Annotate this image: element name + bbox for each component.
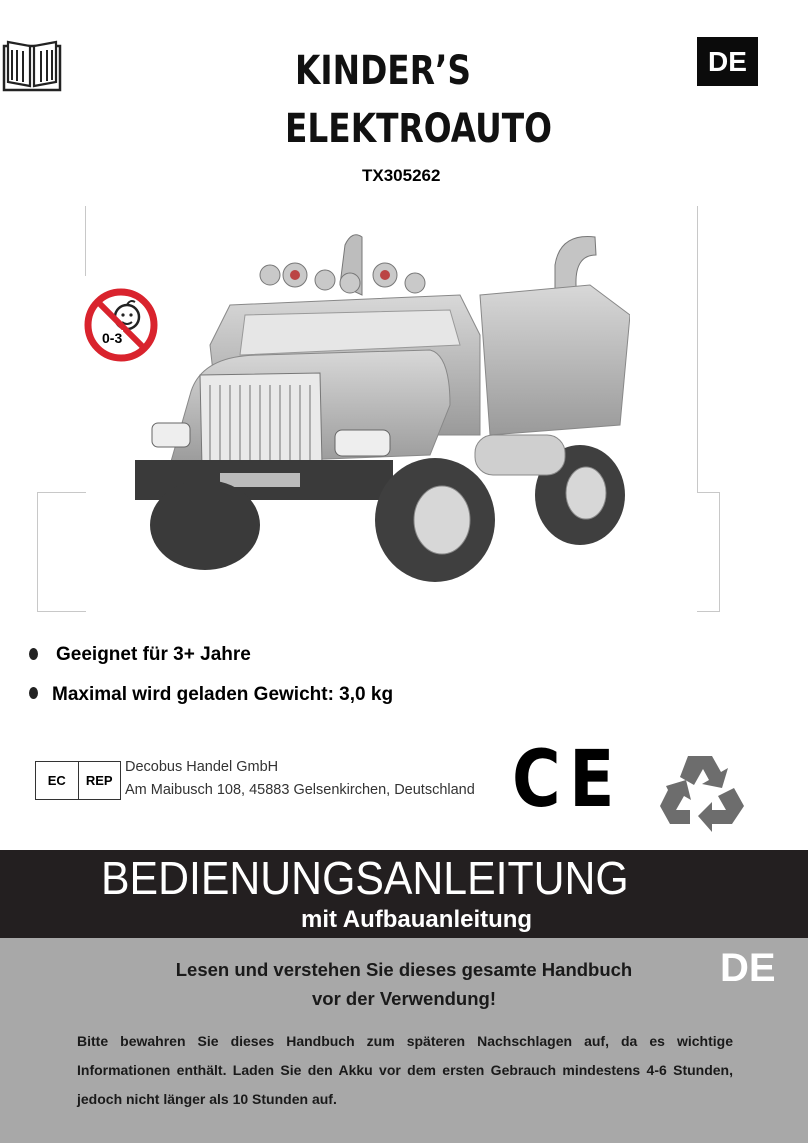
banner-title: BEDIENUNGSANLEITUNG: [101, 852, 629, 904]
model-number: TX305262: [362, 166, 441, 185]
frame-line: [37, 492, 86, 612]
frame-line: [697, 206, 698, 492]
banner-language: DE: [720, 946, 776, 990]
ec-rep-symbol: [35, 761, 121, 800]
title-line-1: KINDER’S: [295, 48, 472, 94]
age-suitability-text: Geeignet für 3+ Jahre: [56, 644, 251, 665]
ec-label: EC: [36, 762, 79, 799]
language-badge: DE: [697, 37, 758, 86]
frame-line: [697, 492, 720, 612]
age-label: 0-3: [102, 330, 123, 346]
banner-subtitle: mit Aufbauanleitung: [301, 906, 533, 933]
frame-line: [85, 206, 86, 276]
instructions-heading-line-2: vor der Verwendung!: [311, 988, 496, 1009]
title-line-2: ELEKTROAUTO: [285, 106, 553, 152]
bullet-dot: [29, 687, 38, 699]
instructions-heading-line-1: Lesen und verstehen Sie dieses gesamte Handbuch: [175, 959, 633, 980]
company-address: Am Maibusch 108, 45883 Gelsenkirchen, Deutschland: [125, 782, 475, 798]
ce-mark: CE: [512, 735, 623, 825]
company-name: Decobus Handel GmbH: [125, 759, 279, 775]
bullet-dot: [29, 648, 38, 660]
recycle-icon: [658, 752, 744, 834]
ride-on-truck-image: [130, 225, 630, 585]
open-book-icon: [2, 40, 62, 92]
max-load-text: Maximal wird geladen Gewicht: 3,0 kg: [52, 684, 394, 705]
instructions-body: Bitte bewahren Sie dieses Handbuch zum späteren Nachschlagen auf, da es wichtige Informationen enthält. Laden Sie den Akku vor dem ersten Gebrauch mindestens 4-6 Stunden, jedoch nicht länger als 10 Stunden auf.: [77, 1033, 733, 1107]
rep-label: REP: [85, 773, 113, 788]
